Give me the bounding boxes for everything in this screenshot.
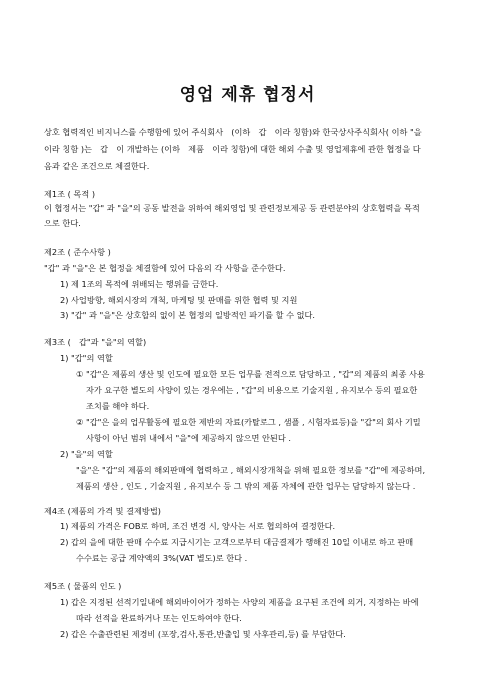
- list-item: 1) 갑은 지정된 선적기일내에 해외바이어가 정하는 사양의 제품을 요구된 조건에 의거, 지정하는 바에: [60, 597, 419, 607]
- list-item: 1) 제 1조의 목적에 위배되는 행위를 금한다.: [60, 279, 219, 289]
- article-heading: 제3조 ( 갑"과 "을"의 역할): [44, 337, 147, 347]
- article-heading: 제1조 ( 목적 ): [44, 189, 96, 199]
- article-heading: 제5조 ( 물품의 인도 ): [44, 581, 122, 591]
- list-item: 2) 사업방향, 해외시장의 개척, 마케팅 및 판매를 위한 협력 및 지원: [60, 295, 298, 305]
- list-item: 2) 갑의 을에 대한 판매 수수료 지급시기는 고객으로부터 대금결제가 행해진 10일 이내로 하고 판매: [60, 537, 414, 547]
- article-text: "갑" 과 "을"은 본 협정을 체결함에 있어 다음의 각 사항을 준수한다.: [44, 263, 286, 273]
- clause-line: 자가 요구한 별도의 사양이 있는 경우에는 , "갑"의 비용으로 기술지원 , 유지보수 등의 필요한: [86, 385, 418, 395]
- clause-line: ② "갑"은 을의 업무활동에 필요한 제반의 자료(카탈로그 , 샘플 , 시험자료등)을 "갑"의 회사 기밀: [76, 417, 421, 427]
- sub-item-label: 1) "갑"의 역할: [60, 353, 113, 363]
- clause-line: 제품의 생산 , 인도 , 기술지원 , 유지보수 등 그 밖의 제품 자체에 관한 업무는 담당하지 않는다 .: [76, 481, 416, 491]
- list-item-cont: 수수료는 공급 계약액의 3%(VAT 별도)로 한다 .: [76, 553, 248, 563]
- article-text: 이 협정서는 "갑" 과 "을"의 공동 발전을 위하여 해외영업 및 관련정보제공 등 관련분야의 상호협력을 목적: [44, 203, 420, 213]
- clause-line: "을"은 "갑"의 제품의 해외판매에 협력하고 , 해외시장개척을 위해 필요한 정보를 "갑"에 제공하며,: [76, 465, 426, 475]
- list-item: 2) 갑은 수출관련된 제경비 (포장,검사,통관,반출입 및 사후관리,등) 를 부담한다.: [60, 629, 346, 639]
- document-title: 영업 제휴 협정서: [179, 85, 316, 105]
- article-text: 으로 한다.: [44, 218, 81, 228]
- list-item-cont: 따라 선적을 완료하거나 또는 인도하여야 한다.: [76, 613, 242, 623]
- article-heading: 제2조 ( 준수사항 ): [44, 247, 111, 257]
- sub-item-label: 2) "을"의 역할: [60, 449, 113, 459]
- intro-line: 이라 칭함 )는 갑 이 개발하는 (이하 제품 이라 칭함)에 대한 해외 수출 및 영업제휴에 관한 협정을 다: [44, 144, 421, 154]
- clause-line: 조치를 해야 하다.: [86, 401, 150, 411]
- list-item: 3) "갑" 과 "을"은 상호합의 없이 본 협정의 일방적인 파기를 할 수 없다.: [60, 310, 316, 320]
- intro-line: 상호 협력적인 비지니스를 수행함에 있어 주식회사 (이하 갑 이라 칭함)와 한국상사주식회사( 이하 "을: [44, 127, 422, 137]
- intro-line: 음과 같은 조건으로 체결한다.: [44, 161, 150, 171]
- clause-line: ① "갑"은 제품의 생산 및 인도에 필요한 모든 업무를 전적으로 담당하고 , "갑"의 제품의 최종 사용: [76, 369, 425, 379]
- list-item: 1) 제품의 가격은 FOB로 하며, 조건 변경 시, 양사는 서로 협의하여 결정한다.: [60, 521, 336, 531]
- clause-line: 사항이 아닌 범위 내에서 "을"에 제공하지 않으면 안된다 .: [86, 433, 291, 443]
- article-heading: 제4조 (제품의 가격 및 결제방법): [44, 506, 161, 516]
